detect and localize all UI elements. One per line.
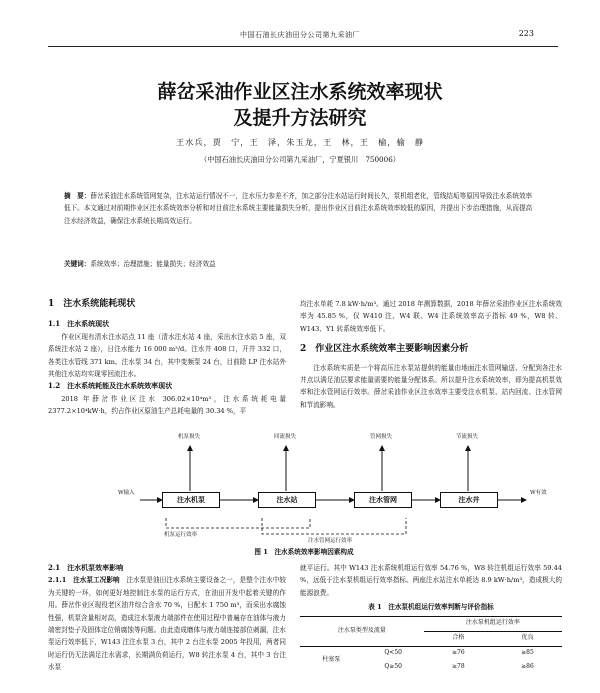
box-pump: 注水机泵	[162, 492, 220, 508]
sub-label-pump-efficiency: 机泵运行效率	[164, 532, 198, 538]
section-1-heading: 1 注水系统能耗现状	[48, 299, 136, 309]
keywords	[64, 258, 536, 268]
table-cell-pass: ≥76	[452, 649, 465, 657]
table-header-efficiency: 注水泵机组运行效率	[424, 616, 562, 631]
section-2-1-1-text: 注水泵是油田注水系统主要设备之一，是整个注水中较为关键的一环，如何更好地控制注水泵的运行方式，在油田开发中起着关键的作用。薛岔作业区现役老区油井综合含水 70 %，日配水 1 750 m³，而采出水腐蚀性强，机泵含量相对高，造成注水泵液力端部件在使用过程中普遍存在油体与液力端密封垫子及固体定位销腐蚀等问题。由此造成磨体与液力端连接部位刺漏，注水泵运行效率低下，W143 注注水泵 3 台，其中 2 台注水泵 2005 年投用，两者同时运行仍无法满足注水需求，长期满负荷运行，W8 转注水泵 4 台，其中 3 台注水泵	[48, 576, 287, 672]
table-cell-good: ≥85	[521, 649, 534, 657]
box-pipeline: 注水管网	[354, 492, 412, 508]
box-station: 注水站	[258, 492, 316, 508]
table-1	[300, 616, 562, 675]
table-header-type-flow: 注水泵类型及流量	[300, 616, 424, 646]
bottom-right-para: 就平运行。其中 W143 注水系统机组运行效率 54.76 %，W8 转注机组运行效率 59.44 %，远低于注水泵机组运行效率指标。两座注水站注水单耗达 8.9 kW·h/m³，造成极大的能源浪费。	[300, 564, 562, 597]
page-number: 223	[518, 29, 534, 38]
loss-label-throttle: 节流损失	[456, 434, 479, 440]
header-rule	[48, 46, 558, 47]
table-cell-good: ≥86	[521, 663, 534, 671]
table-cell-type: 柱塞泵	[322, 656, 341, 664]
abstract	[64, 190, 536, 227]
section-2-1-1-body	[48, 574, 286, 673]
affiliation: （中国石油长庆油田分公司第九采油厂，宁夏银川 750006）	[200, 155, 400, 164]
right-column-para: 均注水单耗 7.8 kW·h/m³。通过 2018 年测算数据，2018 年薛岔采油作业区注水系统效率为 45.85 %，仅 W410 注、W4 联、W4 注系统效率高于指标 49 %，W8 转、W143、Y1 转系统效率低下。	[300, 300, 562, 333]
left-column	[48, 298, 286, 418]
section-1-2-body: 2018 年薛岔作业区注水 306.02×10⁴m³，注水系统耗电量 2377.2×10⁴kW·h，约占作业区原油生产总耗电量的 30.34 %，平	[48, 394, 286, 416]
table-cell-flow: Q<50	[384, 649, 402, 657]
paper-title-line2: 及提升方法研究	[233, 107, 367, 129]
paper-title-line1: 薛岔采油作业区注水系统效率现状	[157, 81, 443, 103]
sub-label-pipeline-efficiency: 注水管网运行效率	[308, 538, 353, 544]
right-column	[300, 298, 562, 411]
abstract-text: 薛岔采油注水系统管网复杂，注水站运行情况不一，注水压力参差不齐，加之部分注水站运行时间长久，泵机组老化，管线结垢等原因导致注水系统效率低下。本文通过对前期作业区注水系统效率分析和对目前注水系统主要能量损失分析，提出作业区目前注水系统效率较低的原因，并提出下步治理措施，从而提高注水经济效益，确保注水系统长期高效运行。	[64, 192, 533, 225]
section-1-1-heading: 1.1 注水系统现状	[48, 319, 110, 329]
bottom-left-column	[48, 562, 286, 674]
bottom-right-column	[300, 562, 562, 675]
keywords-label: 关键词：	[64, 260, 91, 268]
loss-label-pipeline: 管网损失	[370, 434, 393, 440]
section-1-2-heading: 1.2 注水系统耗能及注水系统效率现状	[48, 381, 173, 391]
table-cell-flow: Q≥50	[384, 663, 402, 671]
table-header-row	[300, 616, 562, 631]
output-label: W有效	[530, 490, 547, 496]
table-1-caption: 表 1 注水泵机组运行效率判断与评价指标	[368, 603, 494, 612]
section-1-1-body: 作业区现有清水注水站点 11 座（清水注水站 4 座，采出水注水站 5 座，双系统注水站 2 座），日注水能力 16 000 m³/d。注水井 408 口，开井 332 口，各类注水管线 371 km。注水泵 34 台，其中变频泵 24 台，目前除 LP 注水站外其他注水站均实现零回流注水。	[48, 332, 286, 379]
section-2-1-1-lead: 2.1.1 注水泵工况影响	[48, 576, 120, 585]
loss-label-backflow: 回流损失	[274, 434, 297, 440]
input-label: W输入	[118, 490, 135, 496]
keywords-text: 系统效率；治理措施；能量损失；经济效益	[90, 260, 216, 268]
author-list: 王水兵，贾 宁，王 泽，朱玉龙，王 林，王 榆，榆 静	[175, 137, 425, 147]
table-cell-pass: ≥78	[452, 663, 465, 671]
loss-label-pump: 机泵损失	[178, 434, 201, 440]
section-2-heading: 2 作业区注水系统效率主要影响因素分析	[300, 344, 469, 355]
table-subheader-good: 优良	[493, 631, 562, 646]
table-subheader-pass: 合格	[424, 631, 493, 646]
running-head: 中国石油长庆油田分公司第九采油厂	[240, 31, 360, 39]
box-well: 注水井	[440, 492, 498, 508]
abstract-label: 摘 要：	[64, 192, 91, 200]
figure-1-caption: 图 1 注水系统效率影响因素构成	[254, 548, 354, 556]
section-2-1-heading: 2.1 注水机泵效率影响	[48, 563, 124, 572]
figure-1	[48, 428, 560, 558]
section-2-body: 注水系统实质是一个将高压注水泵站提供的能量由地面注水管网输送、分配到各注水井点以满足油层要求能量需要的能量分配体系。所以提升注水系统效率，即为提高机泵效率和注水管网运行效率。薛岔采油作业区注水效率主要受注水机泵、站内回流、注水管网和节流影响。	[300, 363, 562, 409]
table-row	[300, 646, 562, 661]
